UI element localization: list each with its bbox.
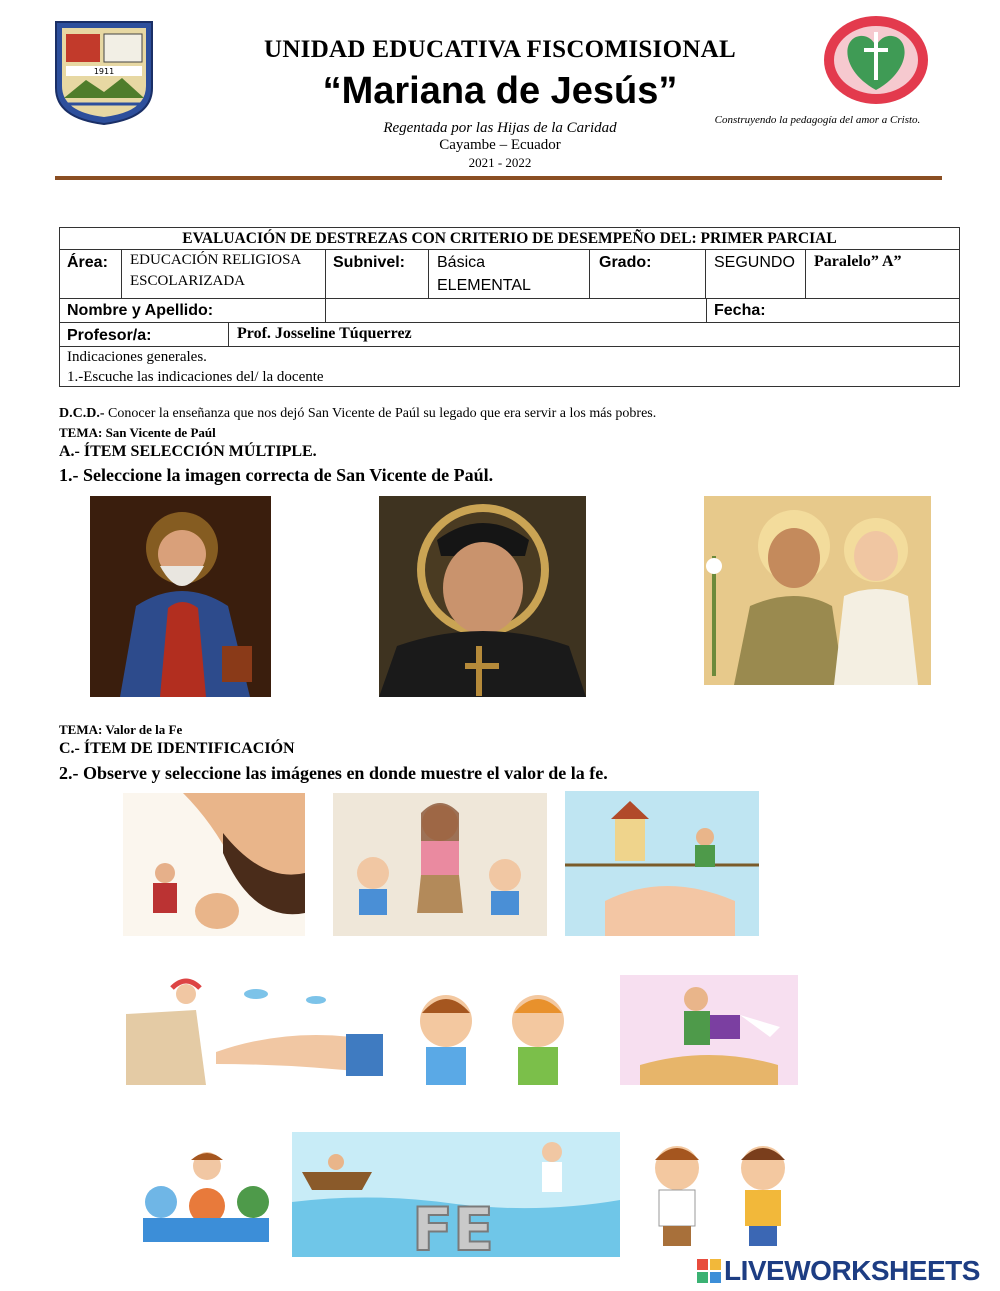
fecha-field[interactable]: [800, 300, 955, 320]
profesor-label: Profesor/a:: [67, 327, 152, 344]
dcd-text: Conocer la enseñanza que nos dejó San Vicente de Paúl su legado que era servir a los más pobres.: [104, 406, 657, 421]
nombre-field[interactable]: [328, 300, 704, 320]
saint-peter-image[interactable]: [90, 496, 271, 697]
praying-children-image[interactable]: [127, 1146, 284, 1242]
jesus-hand-image[interactable]: [123, 793, 305, 936]
dcd-label: D.C.D.-: [59, 406, 105, 421]
grado-label: Grado:: [599, 254, 652, 271]
dcd-line: [59, 406, 959, 422]
nombre-label: Nombre y Apellido:: [67, 302, 214, 319]
tema-2: TEMA: Valor de la Fe: [59, 722, 183, 737]
item-a-heading: A.- ÍTEM SELECCIÓN MÚLTIPLE.: [59, 443, 317, 460]
teacher-children-image[interactable]: [333, 793, 547, 936]
subnivel-value: Básica ELEMENTAL: [437, 254, 531, 294]
svg-text:1911: 1911: [93, 67, 115, 76]
item-c-heading: C.- ÍTEM DE IDENTIFICACIÓN: [59, 740, 295, 757]
paralelo-label: Paralelo” A”: [814, 253, 902, 270]
saint-vincent-image[interactable]: [379, 496, 586, 697]
grado-value: SEGUNDO: [714, 254, 795, 271]
regent-text: Regentada por las Hijas de la Caridad: [383, 120, 617, 136]
city-text: Cayambe – Ecuador: [439, 137, 561, 153]
saint-joseph-child-image[interactable]: [704, 496, 931, 685]
motto-text: Construyendo la pedagogía del amor a Cristo.: [714, 114, 921, 126]
table-title: EVALUACIÓN DE DESTREZAS CON CRITERIO DE DESEMPEÑO DEL: PRIMER PARCIAL: [182, 230, 837, 247]
school-name: “Mariana de Jesús”: [322, 70, 678, 112]
subnivel-label: Subnivel:: [333, 254, 406, 271]
hand-catching-girl-image[interactable]: [126, 964, 383, 1085]
carrying-friend-image[interactable]: [620, 975, 798, 1085]
two-boys-smiling-image[interactable]: [404, 985, 579, 1085]
liveworksheets-logo-icon: [697, 1259, 721, 1283]
area-value: EDUCACIÓN RELIGIOSA ESCOLARIZADA: [130, 252, 301, 289]
school-crest-logo: [52, 18, 156, 126]
indicaciones-title: Indicaciones generales.: [67, 349, 207, 365]
tema-1: TEMA: San Vicente de Paúl: [59, 425, 216, 440]
heart-logo: [820, 10, 932, 108]
area-label: Área:: [67, 254, 108, 271]
liveworksheets-watermark: LIVEWORKSHEETS: [724, 1255, 980, 1286]
header-divider: [55, 176, 942, 180]
question-1: 1.- Seleccione la imagen correcta de San Vicente de Paúl.: [59, 465, 494, 485]
indicaciones-item: 1.-Escuche las indicaciones del/ la docente: [67, 369, 324, 385]
institution-name: UNIDAD EDUCATIVA FISCOMISIONAL: [263, 36, 737, 63]
profesor-value: Prof. Josseline Túquerrez: [237, 325, 412, 342]
question-2: 2.- Observe y seleccione las imágenes en donde muestre el valor de la fe.: [59, 763, 608, 783]
fe-boat-image[interactable]: [292, 1132, 620, 1257]
fecha-label: Fecha:: [714, 302, 766, 319]
school-years: 2021 - 2022: [468, 155, 532, 170]
kids-arguing-image[interactable]: [629, 1130, 815, 1254]
evaluation-info-table: [59, 227, 960, 387]
tightrope-faith-image[interactable]: [565, 791, 759, 936]
svg-text:FE: FE: [412, 1195, 494, 1257]
